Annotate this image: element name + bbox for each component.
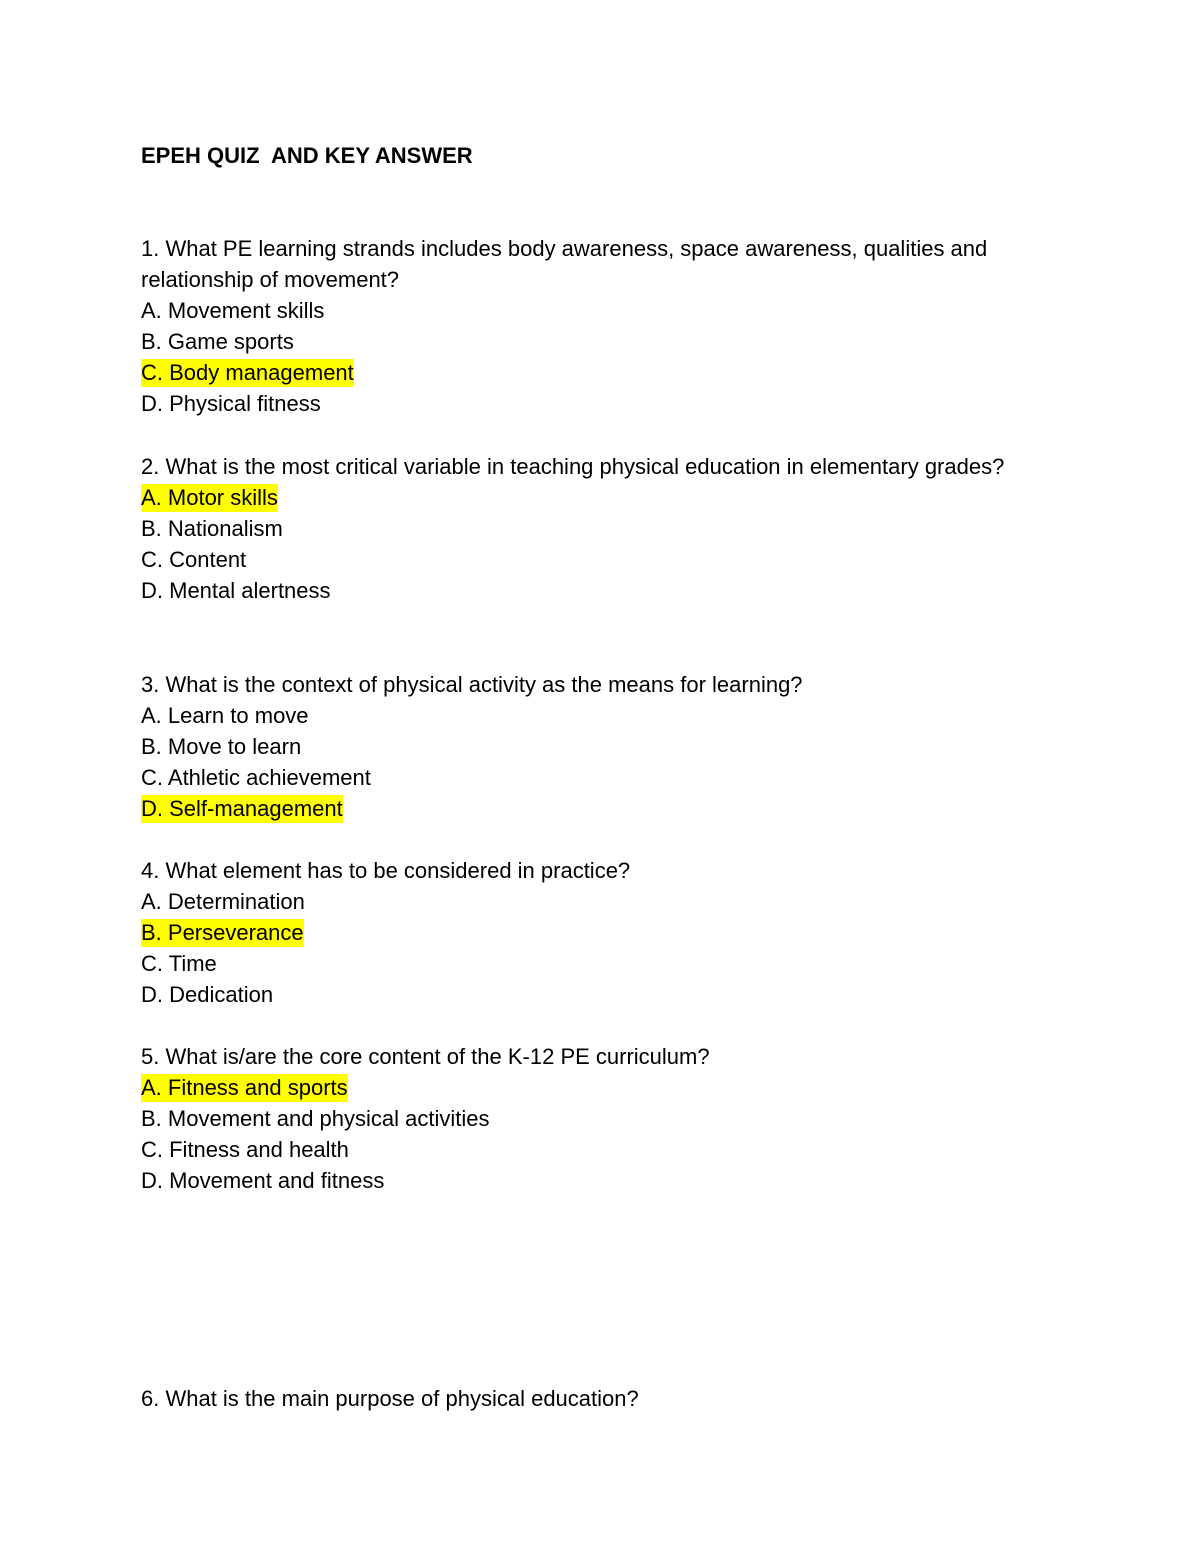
option-list [141,482,1061,606]
option-d [141,979,1061,1010]
question-4 [141,855,1061,1010]
question-text: 2. What is the most critical variable in teaching physical education in elementary grades? [141,454,1005,479]
option-text: D. Physical fitness [141,391,321,416]
question-2 [141,451,1061,606]
option-c [141,762,1061,793]
document-title: EPEH QUIZ AND KEY ANSWER [141,143,473,168]
option-text: C. Athletic achievement [141,765,371,790]
question-text: 1. What PE learning strands includes body awareness, space awareness, qualities and relationship of movement? [141,236,988,292]
answer-highlight: D. Self-management [141,796,343,821]
option-b [141,731,1061,762]
question-text: 4. What element has to be considered in practice? [141,858,631,883]
question-5 [141,1041,1061,1196]
option-text: D. Mental alertness [141,578,331,603]
option-text: A. Movement skills [141,298,325,323]
option-b-answer [141,917,1061,948]
option-text: B. Move to learn [141,734,302,759]
option-text: C. Content [141,547,247,572]
option-a-answer [141,1072,1061,1103]
option-list [141,700,1061,824]
option-c-answer [141,357,1061,388]
option-d [141,388,1061,419]
option-d [141,575,1061,606]
answer-highlight: C. Body management [141,360,354,385]
option-b [141,513,1061,544]
option-b [141,1103,1061,1134]
option-text: B. Movement and physical activities [141,1106,490,1131]
option-b [141,326,1061,357]
option-d [141,1165,1061,1196]
option-text: A. Learn to move [141,703,309,728]
option-d-answer [141,793,1061,824]
question-text: 6. What is the main purpose of physical education? [141,1386,639,1411]
option-text: B. Nationalism [141,516,283,541]
question-6 [141,1383,1061,1414]
option-text: C. Fitness and health [141,1137,349,1162]
question-3 [141,669,1061,824]
question-1 [141,233,1061,419]
option-text: D. Movement and fitness [141,1168,385,1193]
option-a-answer [141,482,1061,513]
answer-highlight: B. Perseverance [141,920,304,945]
option-text: A. Determination [141,889,305,914]
option-text: C. Time [141,951,217,976]
option-c [141,544,1061,575]
answer-highlight: A. Fitness and sports [141,1075,348,1100]
question-text: 3. What is the context of physical activity as the means for learning? [141,672,803,697]
option-list [141,1072,1061,1196]
option-a [141,295,1061,326]
option-text: B. Game sports [141,329,294,354]
question-text: 5. What is/are the core content of the K-12 PE curriculum? [141,1044,710,1069]
option-a [141,700,1061,731]
option-c [141,1134,1061,1165]
answer-highlight: A. Motor skills [141,485,278,510]
option-c [141,948,1061,979]
option-text: D. Dedication [141,982,274,1007]
option-list [141,886,1061,1010]
option-a [141,886,1061,917]
option-list [141,295,1061,419]
